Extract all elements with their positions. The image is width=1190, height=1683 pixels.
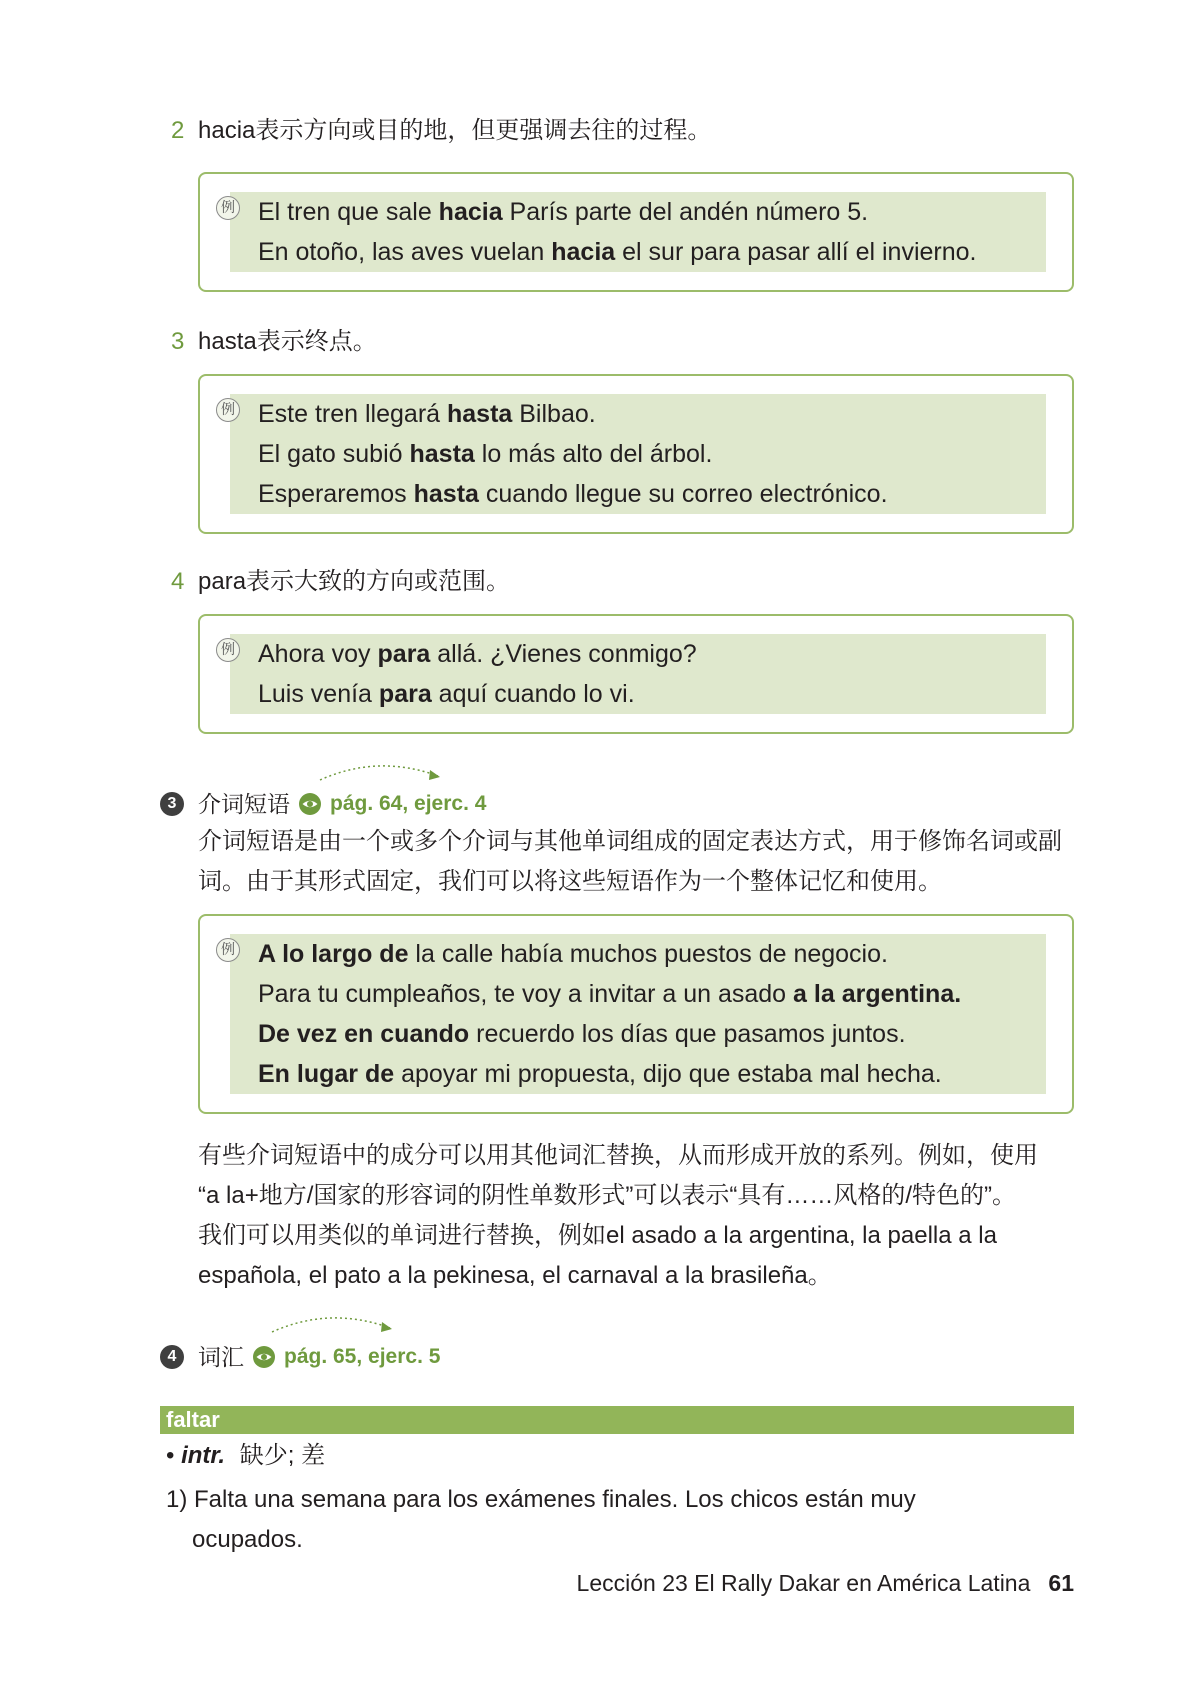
item-number: 2 — [171, 117, 185, 144]
section-title: 词汇 — [198, 1343, 244, 1370]
example-box-hasta — [198, 374, 1074, 534]
example-marker-icon: 例 — [216, 638, 240, 662]
page-number: 61 — [1048, 1570, 1074, 1596]
meaning: 缺少; 差 — [239, 1442, 326, 1469]
exercise-reference-link[interactable]: pág. 64, ejerc. 4 — [330, 791, 487, 815]
list-item-para — [171, 566, 510, 598]
vocab-word-header: faltar — [160, 1406, 1074, 1434]
exercise-reference-link[interactable]: pág. 65, ejerc. 5 — [284, 1344, 441, 1368]
section3-explanation: 有些介词短语中的成分可以用其他词汇替换，从而形成开放的系列。例如，使用 “a la+地方/国家的形容词的阴性单数形式”可以表示“具有……风格的/特色的”。 我们可以用类似的单词进行替换，例如el asado a la argentina, la paella a la española, el pato a la pekinesa, el carnaval a la brasileña。 — [198, 1142, 1038, 1289]
example-line: A lo largo de la calle había muchos puestos de negocio. — [258, 940, 888, 968]
example-line: En otoño, las aves vuelan hacia el sur para pasar allí el invierno. — [258, 238, 977, 266]
example-line: Ahora voy para allá. ¿Vienes conmigo? — [258, 640, 697, 668]
section-number-badge: 4 — [160, 1345, 184, 1369]
dotted-arrow-icon — [318, 760, 448, 786]
section-heading-3 — [160, 786, 486, 820]
page-footer — [577, 1567, 1074, 1599]
part-of-speech: intr. — [181, 1442, 226, 1469]
example-marker-icon: 例 — [216, 196, 240, 220]
example-box-hacia — [198, 172, 1074, 292]
vocab-example: 1) Falta una semana para los exámenes finales. Los chicos están muy ocupados. — [166, 1486, 916, 1553]
list-item-hacia — [171, 115, 711, 147]
example-marker-icon: 例 — [216, 398, 240, 422]
example-line: De vez en cuando recuerdo los días que pasamos juntos. — [258, 1020, 906, 1048]
item-number: 4 — [171, 568, 185, 595]
example-line: Este tren llegará hasta Bilbao. — [258, 400, 596, 428]
example-line: Luis venía para aquí cuando lo vi. — [258, 680, 635, 708]
section-title: 介词短语 — [198, 790, 290, 817]
example-line: En lugar de apoyar mi propuesta, dijo que estaba mal hecha. — [258, 1060, 942, 1088]
example-line: El tren que sale hacia París parte del andén número 5. — [258, 198, 869, 226]
eye-icon — [252, 1345, 276, 1369]
bullet: • — [166, 1442, 175, 1469]
dotted-arrow-icon — [270, 1312, 400, 1338]
section3-intro: 介词短语是由一个或多个介词与其他单词组成的固定表达方式，用于修饰名词或副 词。由于其形式固定，我们可以将这些短语作为一个整体记忆和使用。 — [198, 828, 1062, 895]
lesson-title: Lección 23 El Rally Dakar en América Latina — [576, 1570, 1031, 1596]
item-text: para表示大致的方向或范围。 — [198, 568, 511, 595]
example-marker-icon: 例 — [216, 938, 240, 962]
example-line: Esperaremos hasta cuando llegue su correo electrónico. — [258, 480, 888, 508]
item-text: hacia表示方向或目的地，但更强调去往的过程。 — [198, 117, 712, 144]
section-heading-4 — [160, 1339, 440, 1373]
example-box-para — [198, 614, 1074, 734]
list-item-hasta — [171, 326, 377, 358]
example-line: El gato subió hasta lo más alto del árbol. — [258, 440, 713, 468]
section-number-badge: 3 — [160, 792, 184, 816]
eye-icon — [298, 792, 322, 816]
item-number: 3 — [171, 328, 185, 355]
example-line: Para tu cumpleaños, te voy a invitar a un asado a la argentina. — [258, 980, 962, 1008]
item-text: hasta表示终点。 — [198, 328, 377, 355]
example-box-phrases — [198, 914, 1074, 1114]
vocab-definition — [166, 1440, 325, 1472]
